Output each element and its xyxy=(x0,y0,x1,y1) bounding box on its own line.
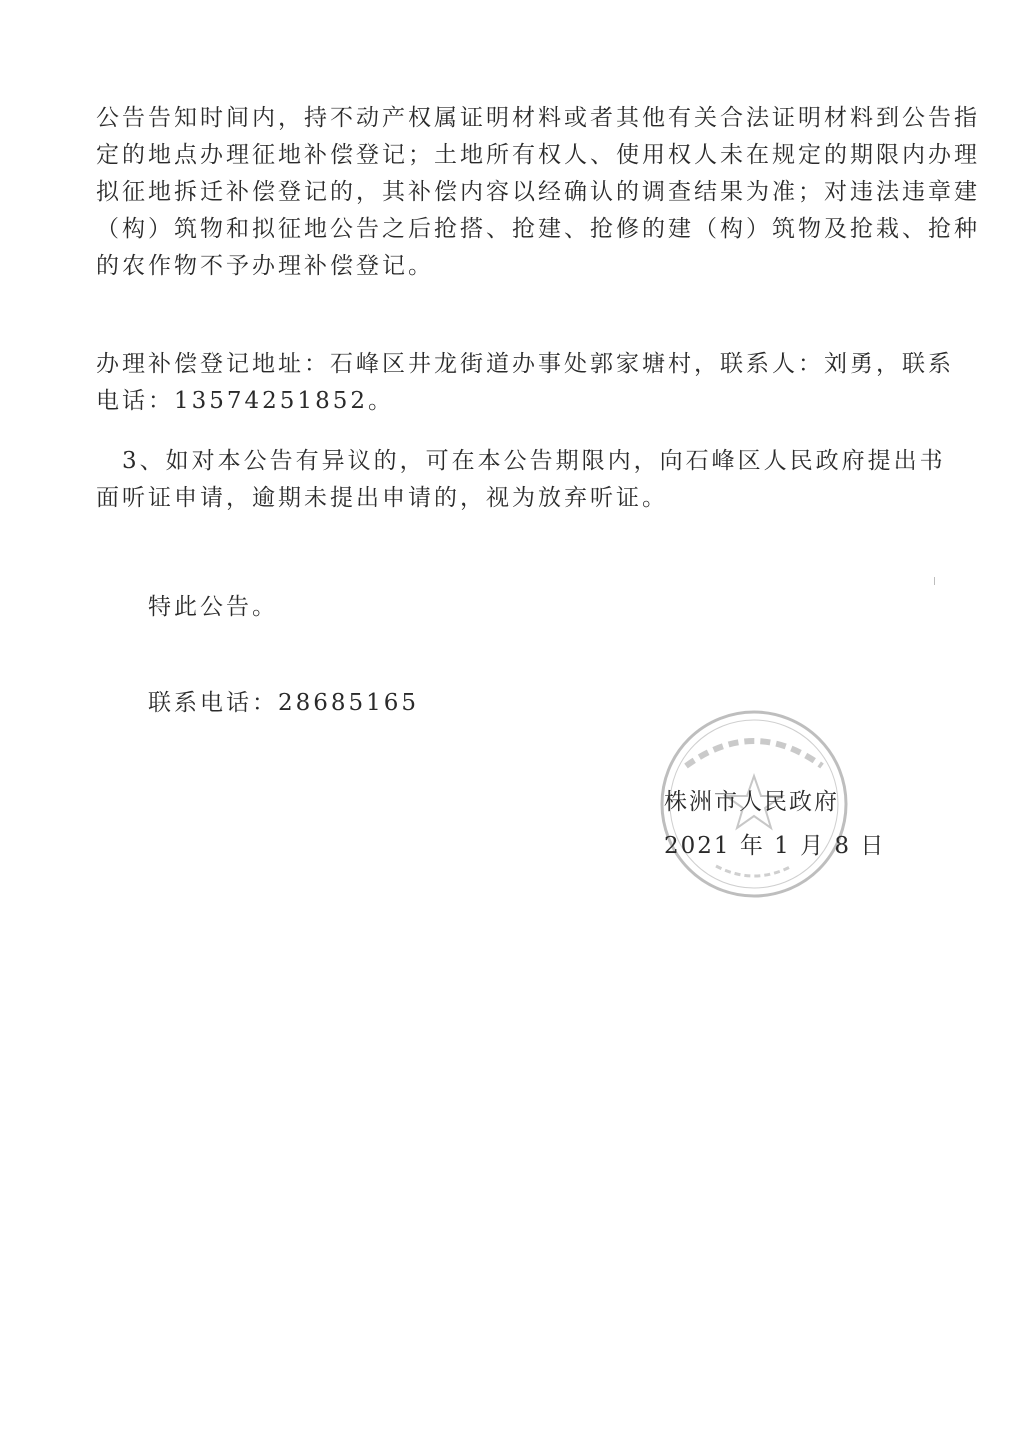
text-line: 的农作物不予办理补偿登记。 xyxy=(96,253,434,279)
contact-phone: 联系电话：28685165 xyxy=(148,690,420,716)
text-line: 面听证申请，逾期未提出申请的，视为放弃听证。 xyxy=(96,485,668,511)
signature-block xyxy=(664,780,885,868)
paragraph-registration-rules xyxy=(96,100,980,285)
text-line: 拟征地拆迁补偿登记的，其补偿内容以经确认的调查结果为准；对违法违章建 xyxy=(96,179,980,205)
closing-statement: 特此公告。 xyxy=(148,594,278,620)
paragraph-registration-address xyxy=(96,346,954,420)
issue-date: 2021 年 1 月 8 日 xyxy=(664,833,886,859)
issuer-name: 株洲市人民政府 xyxy=(664,789,839,815)
text-line: 定的地点办理征地补偿登记；土地所有权人、使用权人未在规定的期限内办理 xyxy=(96,142,980,168)
text-line: 3、如对本公告有异议的，可在本公告期限内，向石峰区人民政府提出书 xyxy=(96,448,946,474)
text-line: 电话：13574251852。 xyxy=(96,388,394,414)
text-line: 办理补偿登记地址：石峰区井龙街道办事处郭家塘村，联系人：刘勇，联系 xyxy=(96,351,954,377)
paragraph-objection xyxy=(96,443,946,517)
text-line: （构）筑物和拟征地公告之后抢搭、抢建、抢修的建（构）筑物及抢栽、抢种 xyxy=(96,216,980,242)
scan-artifact xyxy=(934,577,935,585)
text-line: 公告告知时间内，持不动产权属证明材料或者其他有关合法证明材料到公告指 xyxy=(96,105,980,131)
